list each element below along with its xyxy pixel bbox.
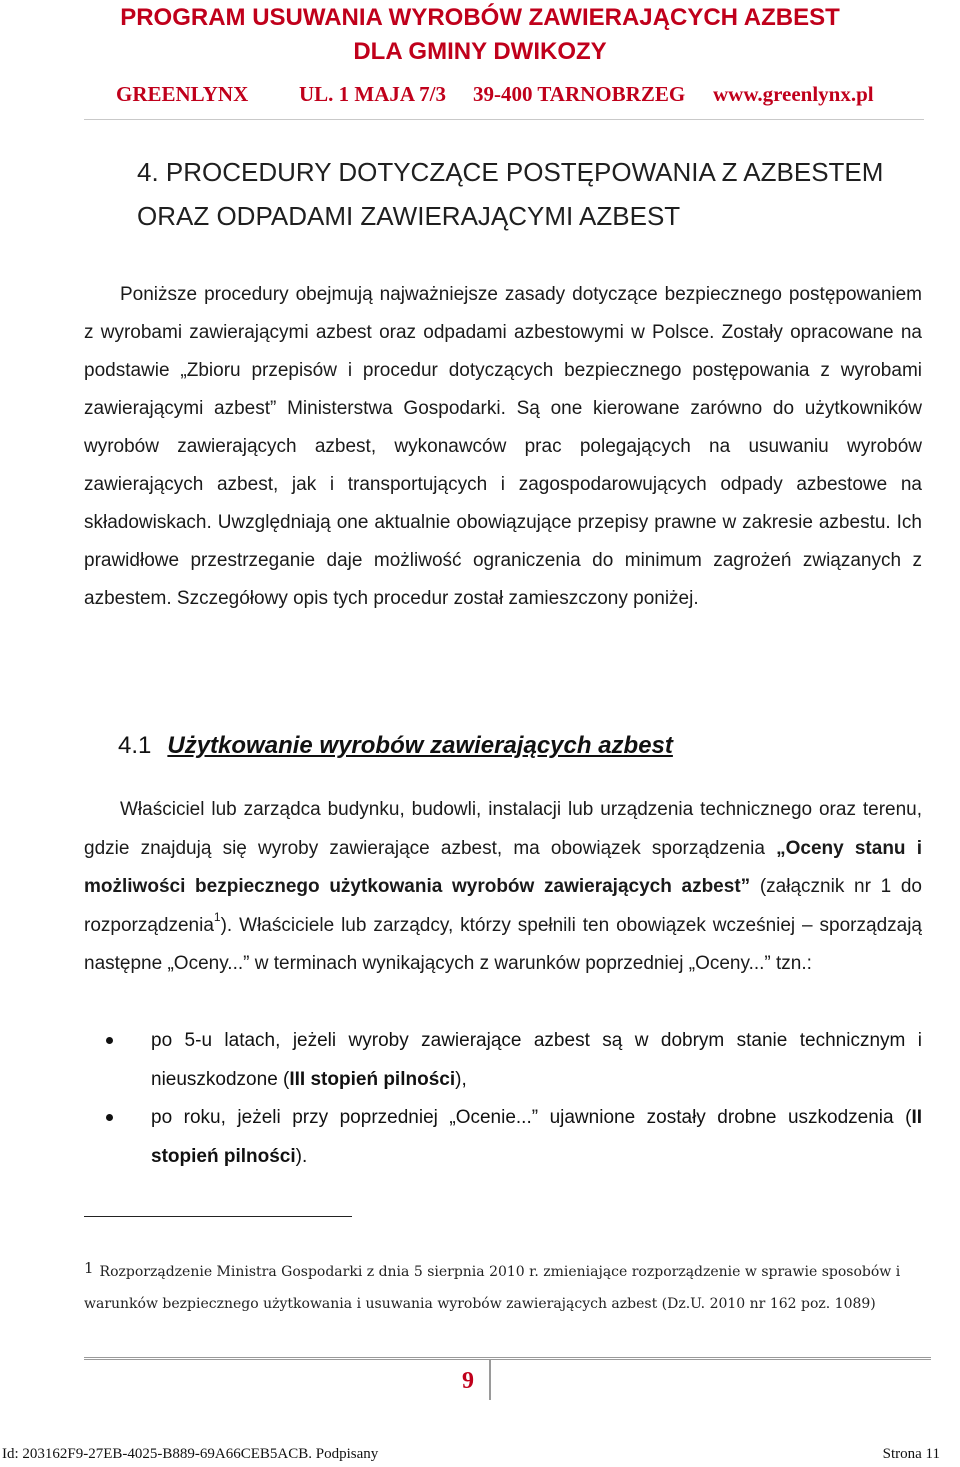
obligation-paragraph (84, 791, 922, 984)
header-website[interactable]: www.greenlynx.pl (713, 82, 874, 106)
list-item-text: po 5-u latach, jeżeli wyroby zawierające azbest są w dobrym stanie technicznym i nieuszkodzone ( (151, 1030, 922, 1090)
header-contact-line (116, 82, 896, 112)
bullet-icon (106, 1114, 113, 1121)
header-gmina: DLA GMINY DWIKOZY (353, 38, 607, 65)
list-item-text-end: ), (455, 1068, 467, 1090)
section-title-line2: ORAZ ODPADAMI ZAWIERAJĄCYMI AZBEST (137, 201, 681, 231)
list-item (84, 1022, 922, 1099)
obligation-text-1: Właściciel lub zarządca budynku, budowli, instalacji lub urządzenia technicznego oraz terenu, gdzie znajdują się wyroby zawierające azbest, ma obowiązek sporządzenia (84, 799, 922, 859)
list-item-bold: III stopień pilności (289, 1068, 456, 1090)
bullet-icon (106, 1037, 113, 1044)
page-counter: Strona 11 (882, 1446, 940, 1462)
header-city: 39-400 TARNOBRZEG (473, 82, 686, 106)
document-id: Id: 203162F9-27EB-4025-B889-69A66CEB5ACB. Podpisany (2, 1446, 379, 1462)
section-title (137, 150, 927, 238)
deadline-list (84, 1022, 922, 1176)
list-item-text: po roku, jeżeli przy poprzedniej „Ocenie...” ujawnione zostały drobne uszkodzenia ( (151, 1107, 912, 1128)
page-number-divider (489, 1360, 491, 1400)
list-item-bold: II stopień pilności (151, 1107, 922, 1167)
list-item-text-end: ). (295, 1145, 308, 1167)
list-item (84, 1099, 922, 1176)
obligation-text-3: ). Właściciele lub zarządcy, którzy spełnili ten obowiązek wcześniej – sporządzają następne „Oceny...” w terminach wynikających z warunków poprzedniej „Oceny...” tzn.: (84, 914, 922, 974)
section-title-line1: 4. PROCEDURY DOTYCZĄCE POSTĘPOWANIA Z AZBESTEM (137, 157, 884, 187)
footnote-reference[interactable]: 1 (213, 910, 221, 925)
intro-paragraph: Poniższe procedury obejmują najważniejsze zasady dotyczące bezpiecznego postępowaniem z wyrobami zawierającymi azbest oraz odpadami azbestowymi w Polsce. Zostały opracowane na podstawie „Zbioru przepisów i procedur dotyczących bezpiecznego postępowania z wyrobami zawierającymi azbest” Ministerstwa Gospodarki. Są one kierowane zarówno do użytkowników wyrobów zawierających azbest, wykonawców prac polegających na usuwaniu wyrobów zawierających azbest, jak i transportujących i zagospodarowujących odpady azbestowe na składowiskach. Uwzględniają one aktualnie obowiązujące przepisy prawne w zakresie azbestu. Ich prawidłowe przestrzeganie daje możliwość ograniczenia do minimum zagrożeń związanych z azbestem. Szczegółowy opis tych procedur został zamieszczony poniżej. (84, 284, 922, 609)
footnote (84, 1255, 922, 1320)
page-number: 9 (462, 1368, 474, 1394)
subsection-title: Użytkowanie wyrobów zawierających azbest (167, 732, 673, 759)
footnote-text: Rozporządzenie Ministra Gospodarki z dnia 5 sierpnia 2010 r. zmieniające rozporządzenie w sprawie sposobów i warunków bezpiecznego użytkowania i usuwania wyrobów zawierających azbest (Dz.U. 2010 nr 162 poz. 1089) (84, 1264, 901, 1312)
footnote-separator (84, 1216, 352, 1217)
obligation-text-2: (załącznik nr 1 do rozporządzenia (84, 876, 922, 936)
page-number-rule (84, 1357, 931, 1360)
obligation-bold-title: „Oceny stanu i możliwości bezpiecznego użytkowania wyrobów zawierających azbest” (84, 837, 922, 897)
header-street: UL. 1 MAJA 7/3 (299, 82, 446, 106)
footnote-number: 1 (84, 1259, 94, 1277)
header-program-title: PROGRAM USUWANIA WYROBÓW ZAWIERAJĄCYCH AZBEST (120, 4, 840, 31)
header-divider (84, 119, 924, 120)
subsection-number: 4.1 (118, 732, 152, 759)
header-company: GREENLYNX (116, 82, 249, 106)
subsection-heading (118, 726, 673, 766)
